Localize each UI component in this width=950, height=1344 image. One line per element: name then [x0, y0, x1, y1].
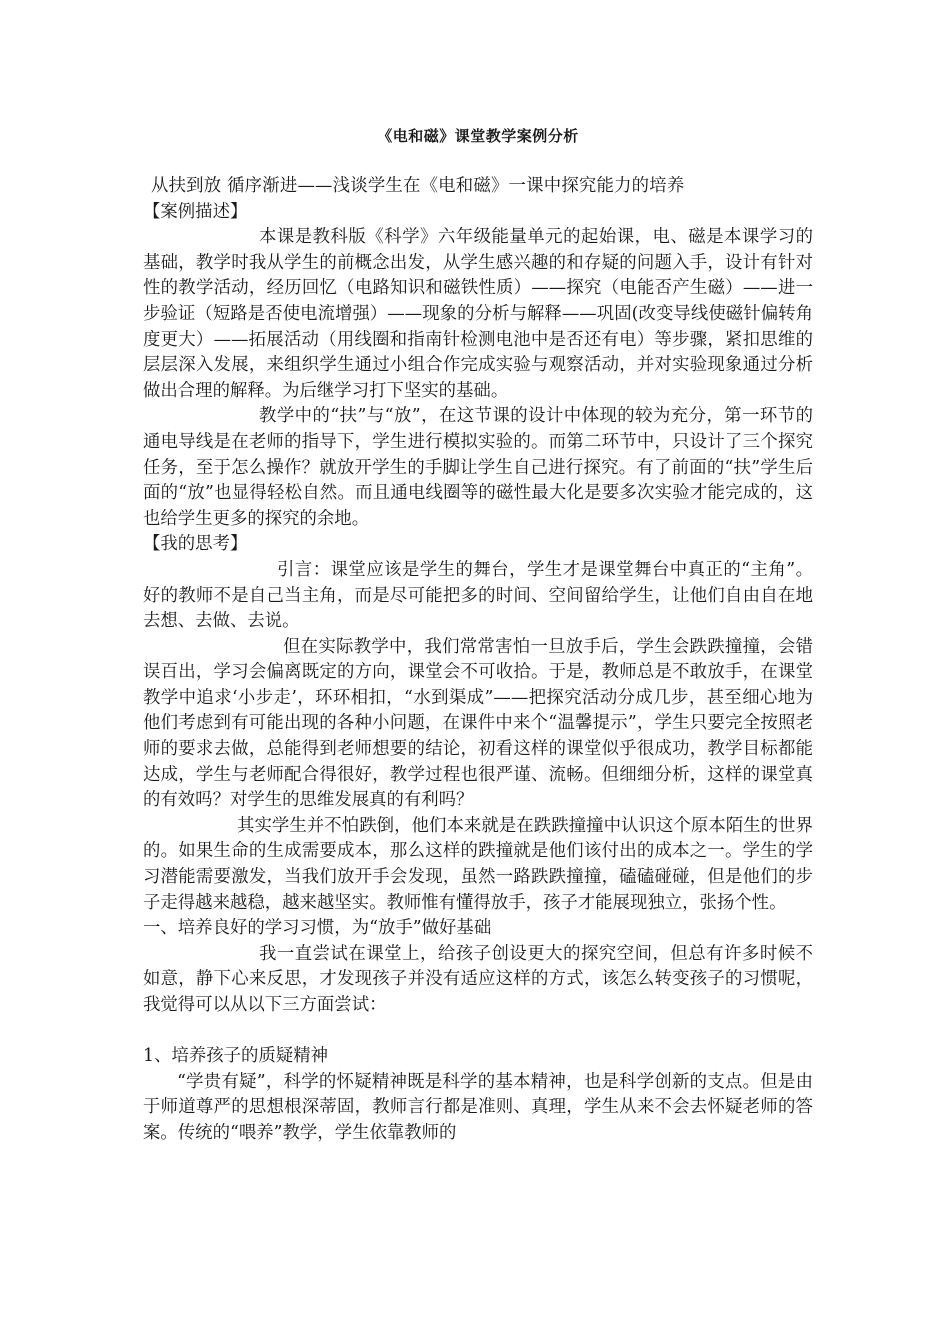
- paragraph-think-3: 其实学生并不怕跌倒，他们本来就是在跌跌撞撞中认识这个原本陌生的世界的。如果生命的生成需要成本，那么这样的跌撞就是他们该付出的成本之一。学生的学习潜能需要激发，当我们放开手会发现，虽然一路跌跌撞撞，磕磕碰碰，但是他们的步子走得越来越稳，越来越坚实。教师惟有懂得放手，孩子才能展现独立，张扬个性。: [143, 815, 813, 913]
- document-subtitle: 从扶到放 循序渐进——浅谈学生在《电和磁》一课中探究能力的培养: [151, 176, 685, 196]
- paragraph-habit-1: 我一直尝试在课堂上，给孩子创设更大的探究空间，但总有许多时候不如意，静下心来反思，才发现孩子并没有适应这样的方式，该怎么转变孩子的习惯呢，我觉得可以从以下三方面尝试：: [143, 943, 813, 1015]
- heading-doubt: 1、培养孩子的质疑精神: [143, 1046, 328, 1067]
- paragraph-think-2: 但在实际教学中，我们常常害怕一旦放手后，学生会跌跌撞撞，会错误百出，学习会偏离既定的方向，课堂会不可收拾。于是，教师总是不敢放手，在课堂教学中追求‘小步走’，环环相扣，“水到渠成”——把探究活动分成几步，甚至细心地为他们考虑到有可能出现的各种小问题，在课件中来个“温馨提示”，学生只要完全按照老师的要求去做，总能得到老师想要的结论，初看这样的课堂似乎很成功，教学目标都能达成，学生与老师配合得很好，教学过程也很严谨、流畅。但细细分析，这样的课堂真的有效吗？对学生的思维发展真的有利吗？: [143, 636, 813, 811]
- paragraph-case-2: 教学中的“扶”与“放”，在这节课的设计中体现的较为充分，第一环节的通电导线是在老师的指导下，学生进行模拟实验的。而第二环节中，只设计了三个探究任务，至于怎么操作？就放开学生的手脚让学生自己进行探究。有了前面的“扶”学生后面的“放”也显得轻松自然。而且通电线圈等的磁性最大化是要多次实验才能完成的，这也给学生更多的探究的余地。: [143, 406, 813, 529]
- heading-habit: 一、培养良好的学习习惯，为“放手”做好基础: [143, 918, 492, 939]
- paragraph-case-1: 本课是教科版《科学》六年级能量单元的起始课，电、磁是本课学习的基础，教学时我从学生的前概念出发，从学生感兴趣的和存疑的问题入手，设计有针对性的教学活动，经历回忆（电路知识和磁铁性质）——探究（电能否产生磁）——进一步验证（短路是否使电流增强）——现象的分析与解释——巩固(改变导线使磁针偏转角度更大）——拓展活动（用线圈和指南针检测电池中是否还有电）等步骤，紧扣思维的层层深入发展，来组织学生通过小组合作完成实验与观察活动，并对实验现象通过分析做出合理的解释。为后继学习打下坚实的基础。: [143, 227, 813, 401]
- blank-line: [143, 1019, 813, 1045]
- paragraph-doubt-1: “学贵有疑”，科学的怀疑精神既是科学的基本精神，也是科学创新的支点。但是由于师道尊严的思想根深蒂固，教师言行都是准则、真理，学生从来不会去怀疑老师的答案。传统的“喂养”教学，学生依靠教师的: [143, 1071, 813, 1143]
- document-body: [143, 174, 813, 1147]
- paragraph-think-1: 引言：课堂应该是学生的舞台，学生才是课堂舞台中真正的“主角”。好的教师不是自己当主角，而是尽可能把多的时间、空间留给学生，让他们自由自在地去想、去做、去说。: [143, 559, 813, 632]
- document-title: 《电和磁》课堂教学案例分析: [377, 127, 579, 145]
- section-heading-think: 【我的思考】: [143, 534, 248, 555]
- section-heading-case: 【案例描述】: [143, 201, 248, 222]
